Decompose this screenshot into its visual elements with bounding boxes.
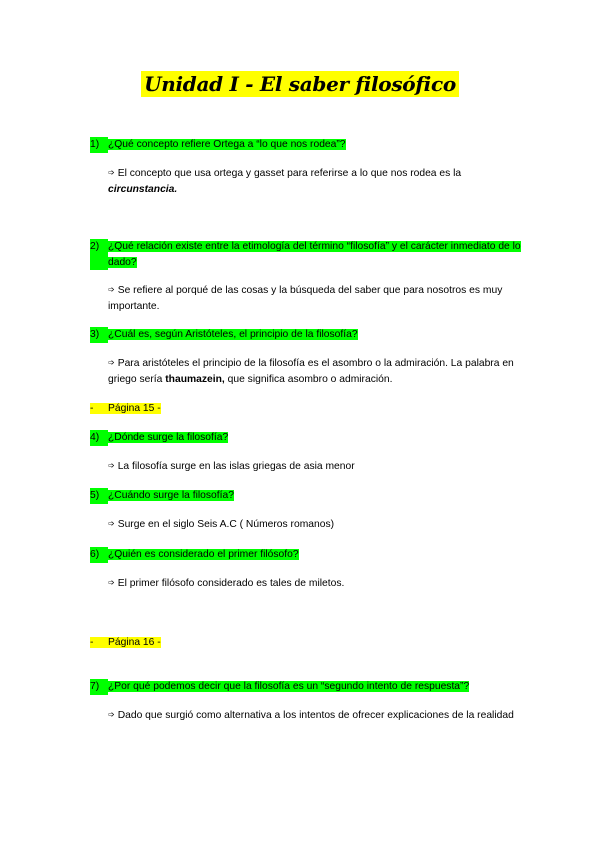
answer-5 [108, 517, 518, 533]
question-number: 5) [90, 488, 108, 504]
answer-text: Se refiere al porqué de las cosas y la búsqueda del saber que para nosotros es muy importante. [108, 285, 503, 312]
answer-emphasis: thaumazein, [165, 373, 225, 385]
answer-4 [108, 459, 518, 475]
question-number: 7) [90, 679, 108, 695]
question-text: ¿Quién es considerado el primer filósofo? [108, 549, 299, 560]
question-2 [90, 239, 530, 270]
question-number: 3) [90, 327, 108, 343]
question-text: ¿Por qué podemos decir que la filosofía es un “segundo intento de respuesta”? [108, 681, 470, 692]
answer-tail: que significa asombro o admiración. [224, 373, 393, 385]
arrow-bullet-icon: ➩ [108, 285, 115, 294]
question-number: 2) [90, 239, 108, 270]
arrow-bullet-icon: ➩ [108, 358, 115, 367]
question-6 [90, 547, 530, 563]
question-text: ¿Cuál es, según Aristóteles, el principio de la filosofía? [108, 329, 358, 340]
question-number: 1) [90, 137, 108, 153]
question-5 [90, 488, 530, 504]
question-3 [90, 327, 530, 343]
answer-text: El primer filósofo considerado es tales de miletos. [117, 578, 345, 589]
page-marker-15 [90, 401, 161, 417]
page-marker-label: Página 15 - [108, 403, 161, 414]
question-4 [90, 430, 530, 446]
page-marker-16 [90, 635, 161, 651]
arrow-bullet-icon: ➩ [108, 461, 115, 470]
title-text: Unidad I - El saber filosófico [141, 71, 459, 97]
answer-text: El concepto que usa ortega y gasset para referirse a lo que nos rodea es la [117, 168, 462, 179]
arrow-bullet-icon: ➩ [108, 519, 115, 528]
answer-text: Dado que surgió como alternativa a los intentos de ofrecer explicaciones de la realidad [117, 710, 514, 721]
question-7 [90, 679, 530, 695]
answer-6 [108, 576, 518, 592]
document-title [0, 72, 600, 96]
question-text: ¿Dónde surge la filosofía? [108, 432, 229, 443]
answer-text: La filosofía surge en las islas griegas de asia menor [117, 461, 355, 472]
question-text: ¿Cuándo surge la filosofía? [108, 490, 234, 501]
arrow-bullet-icon: ➩ [108, 710, 115, 719]
question-number: 6) [90, 547, 108, 563]
question-text: ¿Qué relación existe entre la etimología del término “filosofía” y el carácter inmediato de lo dado? [108, 241, 521, 268]
answer-1 [108, 166, 518, 197]
question-1 [90, 137, 530, 153]
answer-text: Para aristóteles el principio de la filosofía es el asombro o la admiración. La palabra en griego sería [108, 358, 514, 385]
arrow-bullet-icon: ➩ [108, 578, 115, 587]
question-number: 4) [90, 430, 108, 446]
answer-text: Surge en el siglo Seis A.C ( Números romanos) [117, 519, 335, 530]
answer-2 [108, 283, 518, 314]
answer-7 [108, 708, 518, 724]
answer-emphasis: circunstancia. [108, 183, 178, 195]
arrow-bullet-icon: ➩ [108, 168, 115, 177]
question-text: ¿Qué concepto refiere Ortega a “lo que nos rodea”? [108, 139, 346, 150]
page-marker-label: Página 16 - [108, 637, 161, 648]
page-marker-dash: - [90, 637, 94, 648]
answer-3 [108, 356, 518, 387]
page-marker-dash: - [90, 403, 94, 414]
